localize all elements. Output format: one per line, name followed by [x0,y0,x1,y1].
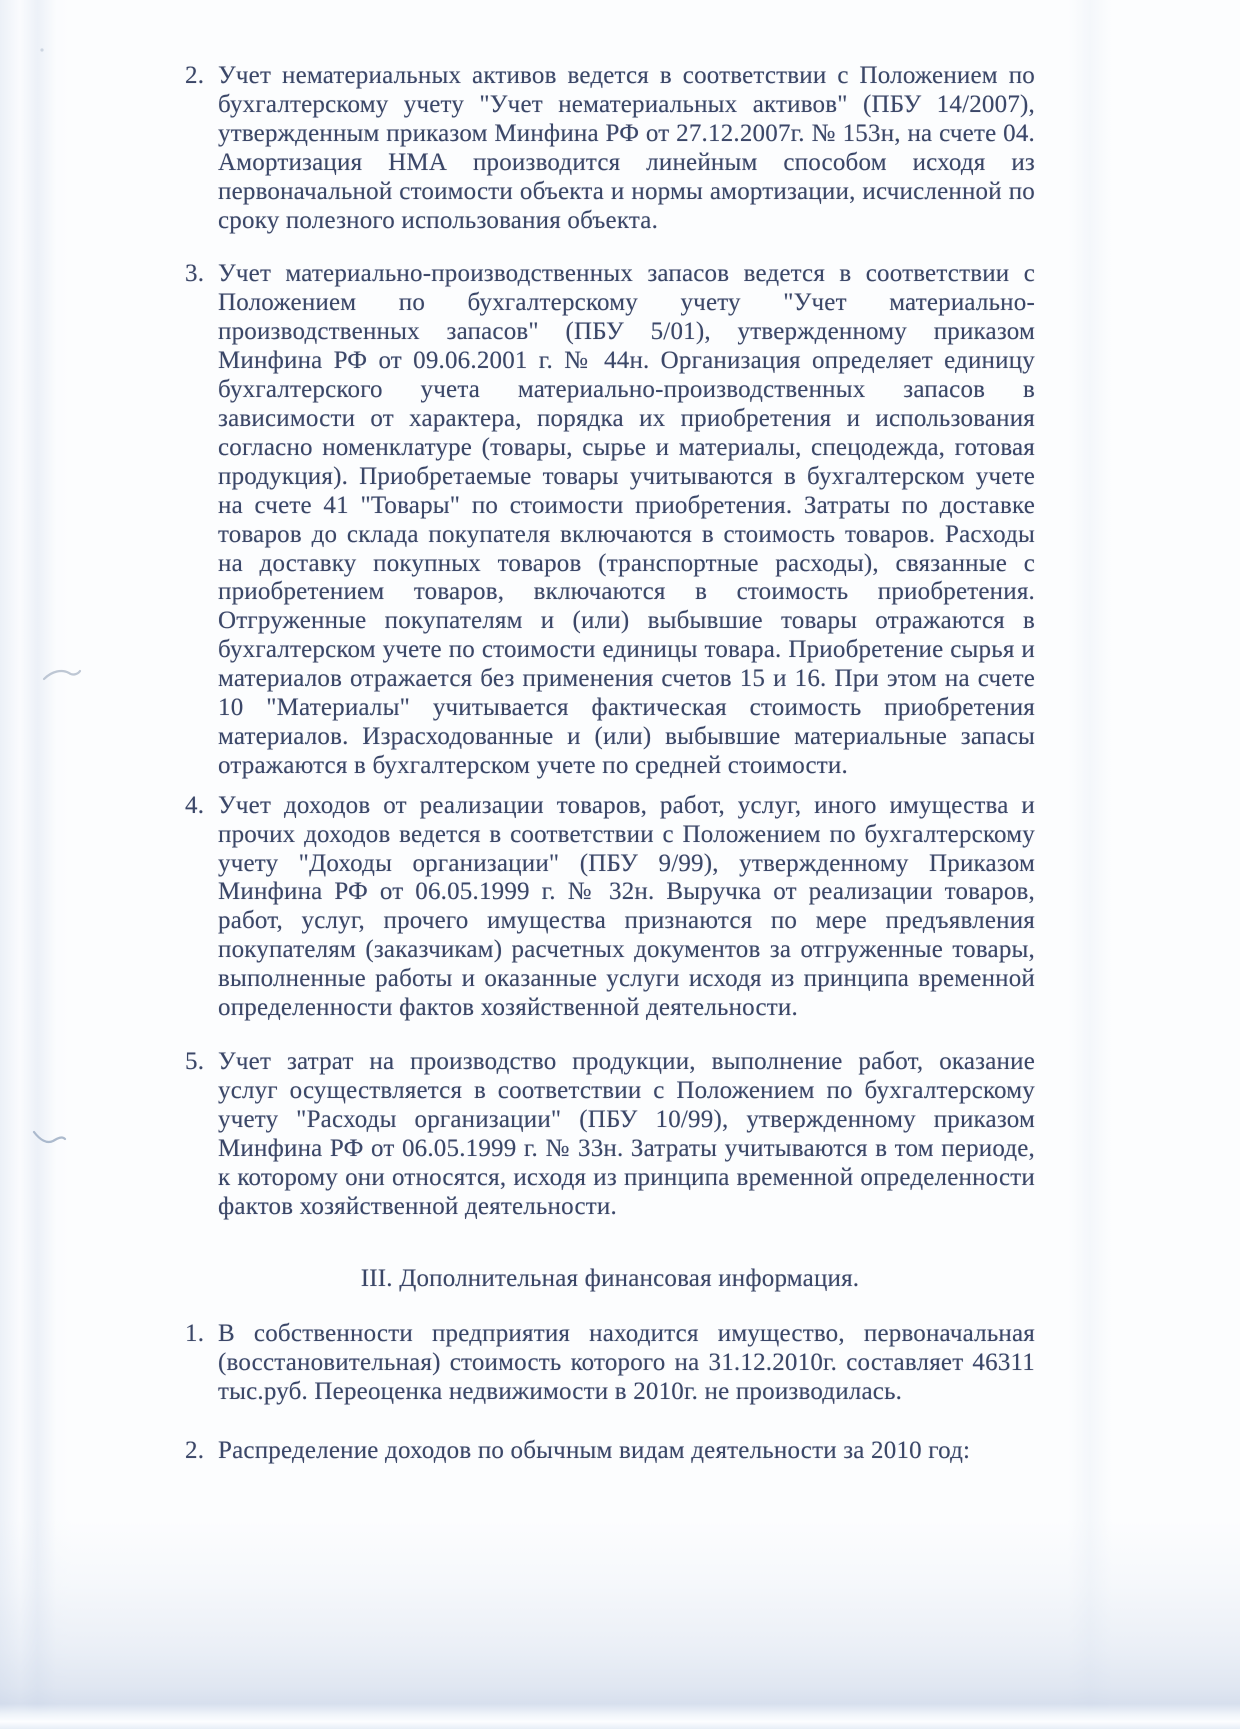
policy-paragraph [185,260,1035,780]
section-heading: III. Дополнительная финансовая информация. [360,1265,860,1293]
paragraph-text: Распределение доходов по обычным видам деятельности за 2010 год: [218,1437,971,1465]
paragraph-text: Учет нематериальных активов ведется в соответствии с Положением по бухгалтерскому учету "Учет нематериальных активов" (ПБУ 14/2007), утвержденным приказом Минфина РФ от 27.12.2007г. № 153н, на счете 04. Амортизация НМА производится линейным способом исходя из первоначальной стоимости объекта и нормы амортизации, исчисленной по сроку полезного использования объекта. [218,62,1035,234]
list-number: 3. [185,260,205,288]
financial-paragraph [185,1320,1035,1407]
scan-shadow-artifact [0,1519,1240,1729]
paragraph-text: Учет материально-производственных запасов ведется в соответствии с Положением по бухгалтерскому учету "Учет материально-производственных запасов" (ПБУ 5/01), утвержденному приказом Минфина РФ от 09.06.2001 г. № 44н. Организация определяет единицу бухгалтерского учета материально-производственных запасов в зависимости от характера, порядка их приобретения и использования согласно номенклатуре (товары, сырье и материалы, спецодежда, готовая продукция). Приобретаемые товары учитываются в бухгалтерском учете на счете 41 "Товары" по стоимости приобретения. Затраты по доставке товаров до склада покупателя включаются в стоимость товаров. Расходы на доставку покупных товаров (транспортные расходы), связанные с приобретением товаров, включаются в стоимость приобретения. Отгруженные покупателям и (или) выбывшие товары отражаются в бухгалтерском учете по стоимости единицы товара. Приобретение сырья и материалов отражается без применения счетов 15 и 16. При этом на счете 10 "Материалы" учитывается фактическая стоимость приобретения материалов. Израсходованные и (или) выбывшие материальные запасы отражаются в бухгалтерском учете по средней стоимости. [218,260,1035,779]
paragraph-text: Учет затрат на производство продукции, выполнение работ, оказание услуг осуществляется в соответствии с Положением по бухгалтерскому учету "Расходы организации" (ПБУ 10/99), утвержденному приказом Минфина РФ от 06.05.1999 г. № 33н. Затраты учитываются в том периоде, к которому они относятся, исходя из принципа временной определенности фактов хозяйственной деятельности. [218,1048,1035,1220]
policy-paragraph [185,62,1035,235]
financial-paragraph [185,1437,1035,1466]
list-number: 1. [185,1320,205,1348]
policy-paragraph [185,792,1035,1023]
policy-paragraph [185,1048,1035,1221]
paragraph-text: Учет доходов от реализации товаров, работ, услуг, иного имущества и прочих доходов ведется в соответствии с Положением по бухгалтерскому учету "Доходы организации" (ПБУ 9/99), утвержденному Приказом Минфина РФ от 06.05.1999 г. № 32н. Выручка от реализации товаров, работ, услуг, прочего имущества признаются по мере предъявления покупателям (заказчикам) расчетных документов за отгруженные товары, выполненные работы и оказанные услуги исходя из принципа временной определенности фактов хозяйственной деятельности. [218,791,1035,1022]
list-number: 4. [185,791,205,819]
list-number: 5. [185,1048,205,1075]
paragraph-text: В собственности предприятия находится имущество, первоначальная (восстановительная) стоимость которого на 31.12.2010г. составляет 46311 тыс.руб. Переоценка недвижимости в 2010г. не производилась. [218,1320,1035,1406]
list-number: 2. [185,1437,205,1465]
list-number: 2. [185,62,205,89]
